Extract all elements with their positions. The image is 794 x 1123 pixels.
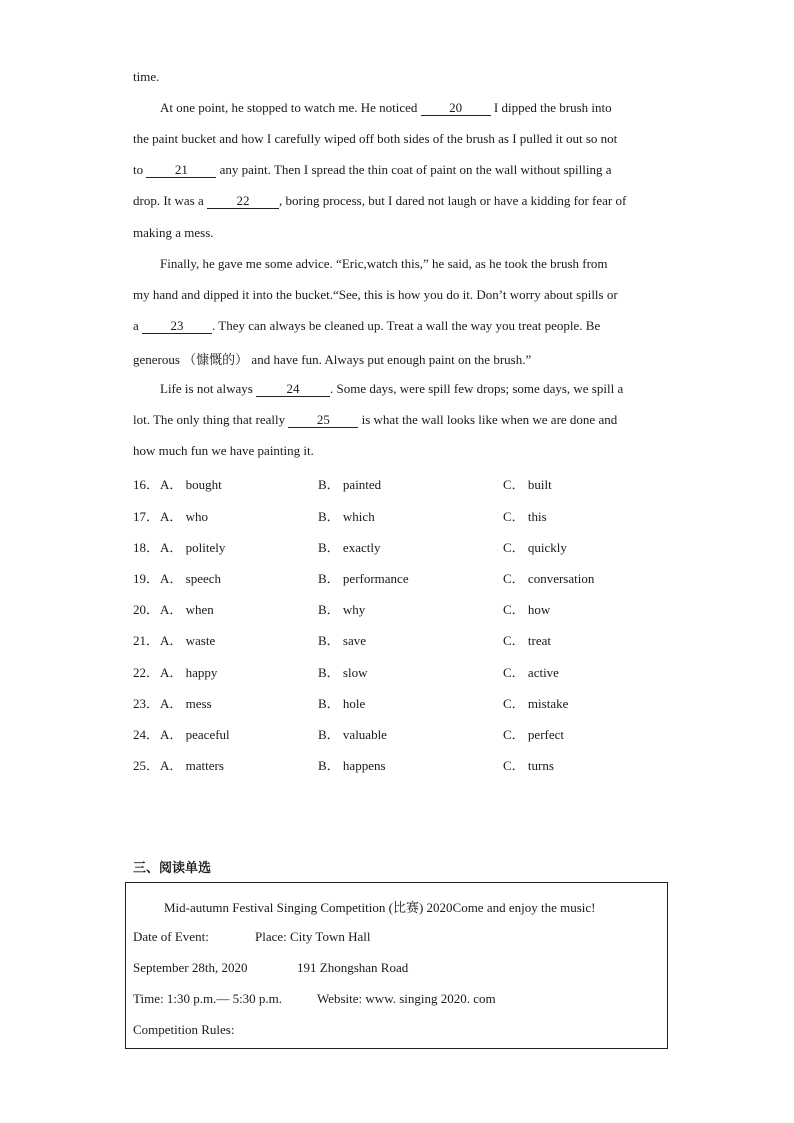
passage-line xyxy=(133,162,611,178)
question-number: 20． xyxy=(133,602,160,617)
option-c[interactable]: C． conversation xyxy=(503,571,595,586)
option-c[interactable]: C． turns xyxy=(503,758,554,773)
question-number: 18． xyxy=(133,540,160,555)
option-a[interactable]: A． peaceful xyxy=(160,727,230,742)
option-a[interactable]: A． speech xyxy=(160,571,222,586)
event-info-box xyxy=(125,882,668,1049)
option-b[interactable]: B． performance xyxy=(318,571,409,586)
date-label: Date of Event: xyxy=(133,929,209,944)
event-website: Website: www. singing 2020. com xyxy=(317,991,496,1006)
option-a[interactable]: A． matters xyxy=(160,758,224,773)
passage-text: a xyxy=(133,318,143,333)
passage-text: drop. It was a xyxy=(133,193,208,208)
option-b[interactable]: B． slow xyxy=(318,665,368,680)
option-c[interactable]: C． perfect xyxy=(503,727,565,742)
passage-line: generous （慷慨的） and have fun. Always put enough paint on the brush.” xyxy=(133,352,532,367)
option-a[interactable]: A． mess xyxy=(160,696,212,711)
passage-text: to xyxy=(133,162,147,177)
passage-text: . Some days, were spill few drops; some days, we spill a xyxy=(330,381,624,396)
question-number: 21． xyxy=(133,633,160,648)
blank-25: 25 xyxy=(288,413,358,428)
option-c[interactable]: C． mistake xyxy=(503,696,569,711)
passage-line: time. xyxy=(133,69,160,84)
blank-22: 22 xyxy=(207,194,279,209)
option-a[interactable]: A． waste xyxy=(160,633,216,648)
question-number: 19． xyxy=(133,571,160,586)
option-c[interactable]: C． this xyxy=(503,509,547,524)
option-b[interactable]: B． happens xyxy=(318,758,386,773)
option-b[interactable]: B． painted xyxy=(318,477,382,492)
competition-rules-label: Competition Rules: xyxy=(133,1022,235,1037)
option-a[interactable]: A． bought xyxy=(160,477,222,492)
passage-text: , boring process, but I dared not laugh or have a kidding for fear of xyxy=(279,193,627,208)
question-number: 25． xyxy=(133,758,160,773)
passage-line: making a mess. xyxy=(133,225,214,240)
question-number: 24． xyxy=(133,727,160,742)
question-number: 22． xyxy=(133,665,160,680)
event-date: September 28th, 2020 xyxy=(133,960,248,975)
option-b[interactable]: B． which xyxy=(318,509,375,524)
event-time: Time: 1:30 p.m.— 5:30 p.m. xyxy=(133,991,283,1006)
option-b[interactable]: B． hole xyxy=(318,696,366,711)
section-title: 三、阅读单选 xyxy=(133,861,212,876)
passage-text: I dipped the brush into xyxy=(490,100,612,115)
blank-23: 23 xyxy=(142,319,212,334)
option-c[interactable]: C． quickly xyxy=(503,540,567,555)
option-b[interactable]: B． why xyxy=(318,602,366,617)
passage-line xyxy=(133,412,617,428)
passage-text: is what the wall looks like when we are done and xyxy=(358,412,618,427)
question-number: 17． xyxy=(133,509,160,524)
option-b[interactable]: B． valuable xyxy=(318,727,387,742)
option-c[interactable]: C． active xyxy=(503,665,559,680)
question-number: 16． xyxy=(133,477,160,492)
option-c[interactable]: C． built xyxy=(503,477,552,492)
option-a[interactable]: A． politely xyxy=(160,540,226,555)
event-address: 191 Zhongshan Road xyxy=(297,960,409,975)
blank-24: 24 xyxy=(256,382,330,397)
option-a[interactable]: A． when xyxy=(160,602,214,617)
passage-text: Life is not always xyxy=(160,381,257,396)
question-number: 23． xyxy=(133,696,160,711)
passage-line: the paint bucket and how I carefully wiped off both sides of the brush as I pulled it out so not xyxy=(133,131,618,146)
passage-text: lot. The only thing that really xyxy=(133,412,289,427)
option-c[interactable]: C． treat xyxy=(503,633,552,648)
passage-text: any paint. Then I spread the thin coat of paint on the wall without spilling a xyxy=(216,162,612,177)
passage-text: At one point, he stopped to watch me. He noticed xyxy=(160,100,421,115)
passage-line xyxy=(133,318,600,334)
passage-line: how much fun we have painting it. xyxy=(133,443,314,458)
option-c[interactable]: C． how xyxy=(503,602,551,617)
passage-line: Finally, he gave me some advice. “Eric,watch this,” he said, as he took the brush from xyxy=(160,256,608,271)
passage-line xyxy=(133,193,626,209)
option-b[interactable]: B． exactly xyxy=(318,540,381,555)
option-a[interactable]: A． happy xyxy=(160,665,218,680)
option-b[interactable]: B． save xyxy=(318,633,367,648)
blank-20: 20 xyxy=(421,101,491,116)
passage-text: . They can always be cleaned up. Treat a wall the way you treat people. Be xyxy=(212,318,601,333)
event-heading: Mid-autumn Festival Singing Competition (比赛) 2020Come and enjoy the music! xyxy=(164,900,596,915)
passage-line xyxy=(160,100,612,116)
blank-21: 21 xyxy=(146,163,216,178)
place-label: Place: City Town Hall xyxy=(255,929,371,944)
passage-line: my hand and dipped it into the bucket.“See, this is how you do it. Don’t worry about spills or xyxy=(133,287,618,302)
passage-line xyxy=(160,381,623,397)
option-a[interactable]: A． who xyxy=(160,509,209,524)
